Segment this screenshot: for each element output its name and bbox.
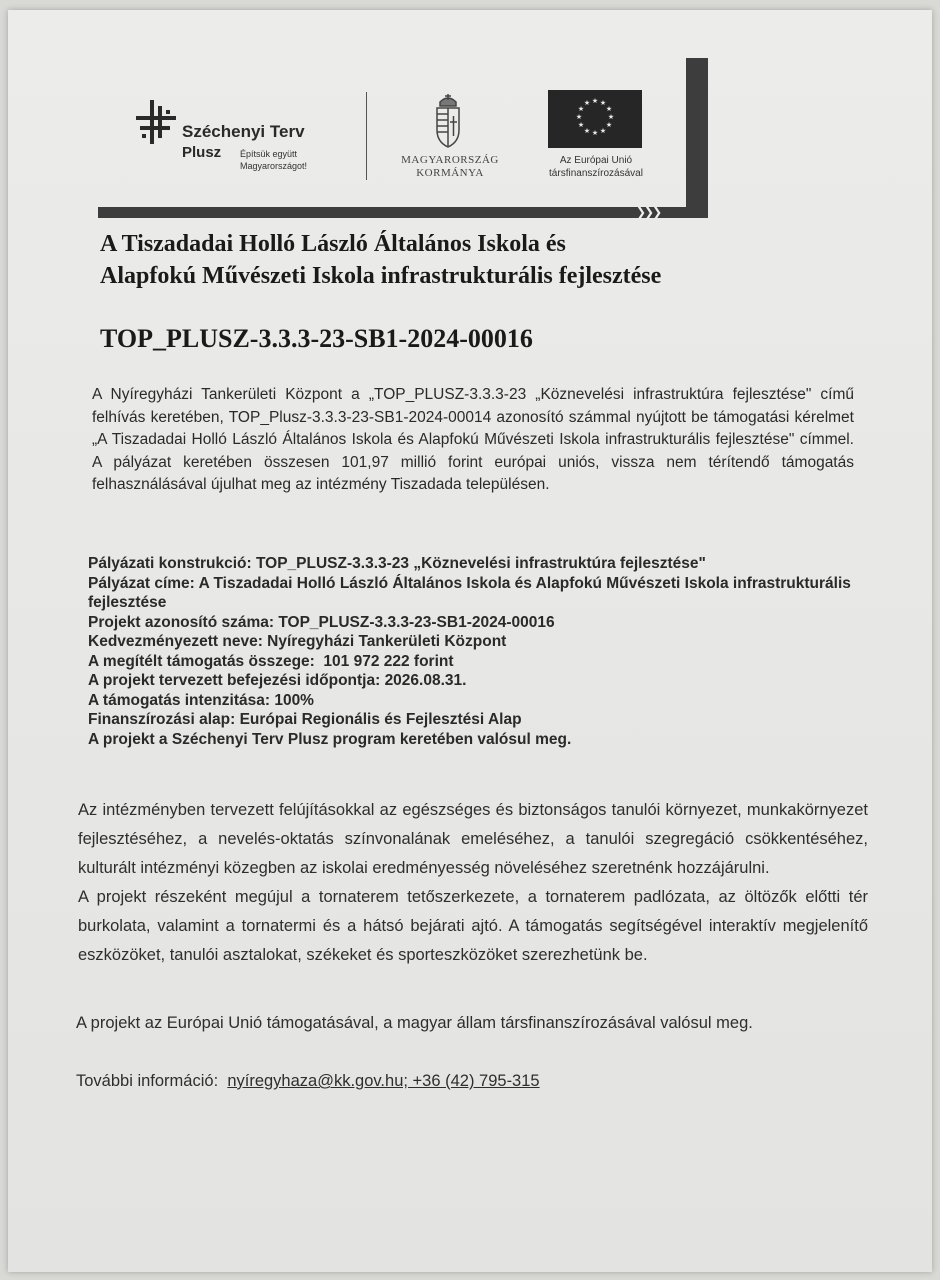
page-title <box>100 228 840 292</box>
body-paragraph-2: A projekt részeként megújul a tornaterem tetőszerkezete, a tornaterem padlózata, az öltözők előtti tér burkolata, valamint a tornatermi és a hátsó bejárati ajtó. A támogatás segítségével interaktív megjelenítő eszközöket, tanulói asztalokat, székeket és sporteszközöket szerezhetünk be. <box>78 888 868 964</box>
project-details <box>88 554 858 749</box>
body-paragraph-1: Az intézményben tervezett felújításokkal az egészséges és biztonságos tanulói környezet, munkakörnyezet fejlesztéséhez, a nevelés-oktatás színvonalának emeléséhez, a tanulói szegregáció csökkentéséhez, kulturált intézményi közegben az iskolai eredményesség növeléséhez szeretnénk hozzájárulni. <box>78 801 868 877</box>
svg-text:★: ★ <box>605 105 613 113</box>
header-frame-bottom <box>98 207 708 218</box>
szechenyi-name: Széchenyi Terv <box>182 122 305 141</box>
intro-paragraph: A Nyíregyházi Tankerületi Központ a „TOP_PLUSZ-3.3.3-23 „Köznevelési infrastruktúra fejlesztése" című felhívás keretében, TOP_Plusz-3.3.3-23-SB1-2024-00014 azonosító számmal nyújtott be támogatási kérelmet „A Tiszadadai Holló László Általános Iskola és Alapfokú Művészeti Iskola infrastrukturális fejlesztése" címmel. A pályázat keretében összesen 101,97 millió forint európai uniós, vissza nem térítendő támogatás felhasználásával újulhat meg az intézmény Tiszadada településen. <box>92 386 854 493</box>
svg-text:★: ★ <box>577 105 585 113</box>
project-id-heading: TOP_PLUSZ-3.3.3-23-SB1-2024-00016 <box>100 324 533 353</box>
szechenyi-tagline: Építsük együtt Magyarországot! <box>240 149 308 171</box>
government-line2: KORMÁNYA <box>416 167 484 179</box>
eu-line2: társfinanszírozásával <box>549 168 643 179</box>
eu-flag-icon <box>548 90 642 148</box>
detail-line: A megítélt támogatás összege: 101 972 222 forint <box>88 652 454 670</box>
detail-line: Finanszírozási alap: Európai Regionális és Fejlesztési Alap <box>88 711 522 728</box>
svg-text:★: ★ <box>591 129 599 137</box>
svg-text:★: ★ <box>591 97 599 105</box>
contact-label: További információ: <box>76 1072 219 1090</box>
szechenyi-logo-icon <box>132 98 184 148</box>
eu-label <box>530 154 662 180</box>
detail-line: A projekt tervezett befejezési időpontja: 2026.08.31. <box>88 672 467 689</box>
detail-line: Pályázati konstrukció: TOP_PLUSZ-3.3.3-23 „Köznevelési infrastruktúra fejlesztése" <box>88 555 706 572</box>
contact-info <box>76 1072 876 1091</box>
detail-line: A támogatás intenzitása: 100% <box>88 691 314 709</box>
closing-statement: A projekt az Európai Unió támogatásával, a magyar állam társfinanszírozásával valósul meg. <box>76 1014 753 1032</box>
svg-text:★: ★ <box>599 99 607 107</box>
government-line1: MAGYARORSZÁG <box>401 154 499 166</box>
chevron-arrows-icon: ❯❯❯ <box>636 205 661 219</box>
body-text <box>78 796 868 970</box>
title-line1: A Tiszadadai Holló László Általános Iskola és <box>100 231 566 257</box>
detail-line: Kedvezményezett neve: Nyíregyházi Tankerületi Központ <box>88 633 507 650</box>
svg-text:★: ★ <box>575 113 583 121</box>
hungarian-crest-icon <box>432 92 464 150</box>
detail-line: Pályázat címe: A Tiszadadai Holló László Általános Iskola és Alapfokú Művészeti Iskola infrastrukturális fejlesztése <box>88 574 851 611</box>
svg-text:★: ★ <box>605 121 613 129</box>
svg-text:★: ★ <box>577 121 585 129</box>
header-frame-right <box>686 58 708 218</box>
svg-text:★: ★ <box>607 113 615 121</box>
detail-line: Projekt azonosító száma: TOP_PLUSZ-3.3.3-23-SB1-2024-00016 <box>88 613 555 631</box>
svg-text:★: ★ <box>583 99 591 107</box>
header-divider <box>366 92 367 180</box>
contact-link[interactable]: nyíregyhaza@kk.gov.hu; +36 (42) 795-315 <box>227 1072 540 1090</box>
svg-text:★: ★ <box>583 127 591 135</box>
szechenyi-plus: Plusz <box>182 144 222 161</box>
svg-text:★: ★ <box>599 127 607 135</box>
eu-line1: Az Európai Unió <box>559 155 633 166</box>
detail-line: A projekt a Széchenyi Terv Plusz program keretében valósul meg. <box>88 730 572 748</box>
title-line2: Alapfokú Művészeti Iskola infrastrukturális fejlesztése <box>100 263 662 289</box>
government-label <box>390 154 510 180</box>
